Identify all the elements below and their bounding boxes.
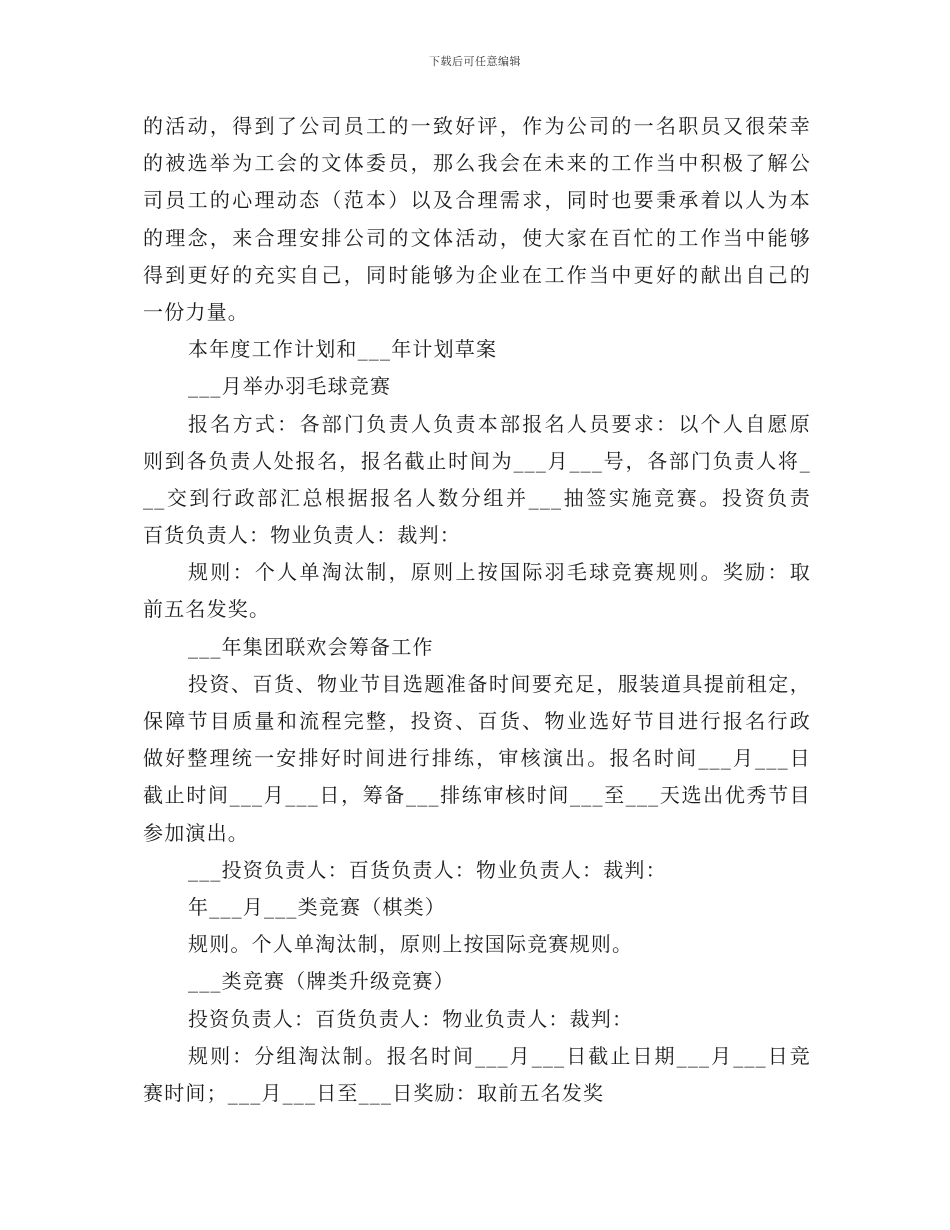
text-line: 规则。个人单淘汰制，原则上按国际竞赛规则。	[188, 932, 634, 957]
text-line: ___年集团联欢会筹备工作	[188, 634, 434, 659]
text-line: 投资、百货、物业节目选题准备时间要充足，服装道具提前租定，	[188, 671, 811, 696]
paragraph	[143, 368, 811, 405]
paragraph	[143, 1001, 811, 1038]
text-line: 截止时间___月___日，筹备___排练审核时间___至___天选出优秀节目	[143, 783, 811, 808]
text-line: 一份力量。	[143, 299, 249, 324]
text-line: 本年度工作计划和___年计划草案	[188, 337, 498, 362]
text-line: 投资负责人：百货负责人：物业负责人：裁判：	[188, 1006, 634, 1031]
text-line: ___月举办羽毛球竞赛	[188, 374, 392, 399]
paragraph	[143, 889, 811, 926]
text-line: 做好整理统一安排好时间进行排练，审核演出。报名时间___月___日	[143, 746, 811, 771]
text-line: 的理念，来合理安排公司的文体活动，使大家在百忙的工作当中能够	[143, 225, 811, 250]
text-line: 前五名发奖。	[143, 597, 271, 622]
paragraph	[143, 926, 811, 963]
paragraph	[143, 108, 811, 331]
text-line: __交到行政部汇总根据报名人数分组并___抽签实施竞赛。投资负责	[143, 485, 811, 510]
text-line: 的活动，得到了公司员工的一致好评，作为公司的一名职员又很荣幸	[143, 114, 811, 138]
page-header: 下载后可任意编辑	[429, 55, 521, 68]
text-line: 规则：分组淘汰制。报名时间___月___日截止日期___月___日竞	[188, 1043, 811, 1068]
text-line: 年___月___类竞赛（棋类）	[188, 894, 446, 919]
text-line: 的被选举为工会的文体委员，那么我会在未来的工作当中积极了解公	[143, 151, 811, 176]
paragraph	[143, 666, 811, 852]
paragraph	[143, 331, 811, 368]
text-line: 参加演出。	[143, 820, 249, 845]
paragraph	[143, 629, 811, 666]
paragraph	[143, 963, 811, 1000]
paragraph	[143, 852, 811, 889]
text-line: 规则：个人单淘汰制，原则上按国际羽毛球竞赛规则。奖励：取	[188, 560, 811, 585]
paragraph	[143, 1038, 811, 1112]
text-line: ___类竞赛（牌类升级竞赛）	[188, 969, 455, 994]
text-line: 得到更好的充实自己，同时能够为企业在工作当中更好的献出自己的	[143, 262, 811, 287]
document-body	[143, 108, 811, 1112]
paragraph	[143, 554, 811, 628]
text-line: 报名方式：各部门负责人负责本部报名人员要求：以个人自愿原	[188, 411, 811, 436]
text-line: ___投资负责人：百货负责人：物业负责人：裁判：	[188, 857, 667, 882]
text-line: 则到各负责人处报名，报名截止时间为___月___号，各部门负责人将_	[143, 448, 811, 473]
text-line: 百货负责人：物业负责人：裁判：	[143, 523, 461, 548]
text-line: 司员工的心理动态（范本）以及合理需求，同时也要秉承着以人为本	[143, 188, 811, 213]
text-line: 保障节目质量和流程完整，投资、百货、物业选好节目进行报名行政	[143, 709, 811, 733]
text-line: 赛时间；___月___日至___日奖励：取前五名发奖	[143, 1080, 605, 1105]
paragraph	[143, 406, 811, 555]
